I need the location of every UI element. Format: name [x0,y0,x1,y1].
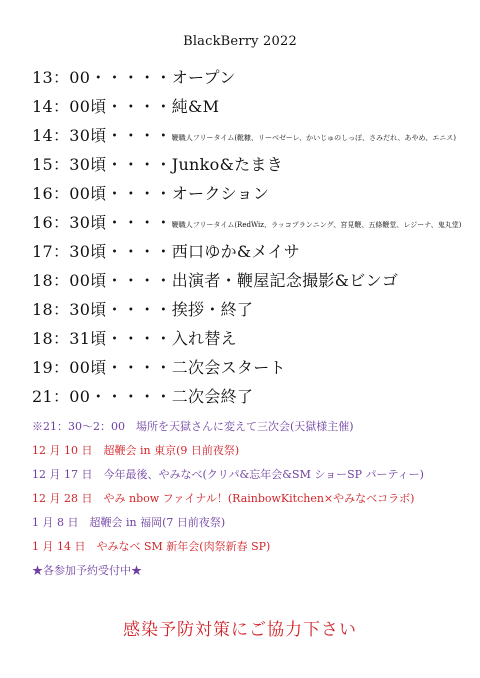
schedule-event: 二次会終了 [171,387,254,406]
schedule-time: 13：00 [32,68,91,87]
schedule-separator: ・・・・ [106,242,172,261]
schedule-time: 14：30頃 [32,126,107,145]
schedule-detail: (靴糠、リーベゼーレ、かいじゅのしっぽ、さみだれ、あやめ、エニス) [234,134,456,142]
schedule-separator: ・・・・・ [90,68,172,87]
schedule-event: 二次会スタート [171,358,286,377]
schedule-separator: ・・・・ [106,271,172,290]
schedule-row [32,266,472,295]
schedule-separator: ・・・・ [106,155,172,174]
event-note: 12 月 17 日 今年最後、やみなべ(クリパ&忘年会&SM ショーSP パーティー) [32,468,424,481]
schedule-separator: ・・・・ [106,97,172,116]
schedule-time: 18：00頃 [32,271,107,290]
schedule-separator: ・・・・ [106,184,172,203]
schedule-event: Junko&たまき [171,155,284,174]
schedule-event: 鞭職人フリータイム [171,221,235,229]
schedule-event: オープン [171,68,236,87]
schedule-list [32,63,472,411]
schedule-row [32,382,472,411]
schedule-row [32,179,472,208]
schedule-event: 出演者・鞭屋記念撮影&ビンゴ [171,271,399,290]
schedule-row [32,237,472,266]
notes-list [32,415,472,583]
event-note: 12 月 28 日 やみ nbow ファイナル！(RainbowKitchen×やみなべコラボ) [32,492,415,505]
schedule-row [32,92,472,121]
footer-notice: 感染予防対策にご協力下さい [123,620,357,640]
schedule-row [32,353,472,382]
event-note: ※21：30～2：00 場所を天獄さんに変えて三次会(天獄様主催) [32,420,354,433]
event-note: 12 月 10 日 超鞭会 in 東京(9 日前夜祭) [32,444,240,457]
schedule-time: 21：00 [32,387,91,406]
schedule-time: 14：00頃 [32,97,107,116]
schedule-time: 15：30頃 [32,155,107,174]
schedule-event: 西口ゆか&メイサ [171,242,301,261]
schedule-event: 純&M [171,97,220,116]
schedule-row [32,63,472,92]
schedule-row [32,150,472,179]
schedule-time: 16：00頃 [32,184,107,203]
schedule-event: オークション [171,184,270,203]
event-note: 1 月 8 日 超鞭会 in 福岡(7 日前夜祭) [32,516,226,529]
schedule-detail: (RedWiz、ラッコプランニング、宮見鞭、五條鞭堂、レジーナ、鬼丸堂) [234,221,462,229]
schedule-separator: ・・・・・ [90,387,172,406]
schedule-time: 17：30頃 [32,242,107,261]
schedule-event: 鞭職人フリータイム [171,134,235,142]
schedule-event: 挨拶・終了 [171,300,254,319]
schedule-event: 入れ替え [171,329,237,348]
schedule-time: 19：00頃 [32,358,107,377]
schedule-separator: ・・・・ [106,358,172,377]
event-note: ★各参加予約受付中★ [32,564,142,577]
schedule-row [32,208,472,237]
schedule-separator: ・・・・ [106,126,172,145]
schedule-row [32,324,472,353]
schedule-separator: ・・・・ [106,213,172,232]
schedule-separator: ・・・・ [106,300,172,319]
page-title: BlackBerry 2022 [183,34,297,49]
schedule-separator: ・・・・ [106,329,172,348]
schedule-time: 18：31頃 [32,329,107,348]
schedule-time: 18：30頃 [32,300,107,319]
schedule-row [32,295,472,324]
event-note: 1 月 14 日 やみなべ SM 新年会(肉祭新春 SP) [32,540,271,553]
schedule-time: 16：30頃 [32,213,107,232]
schedule-row [32,121,472,150]
